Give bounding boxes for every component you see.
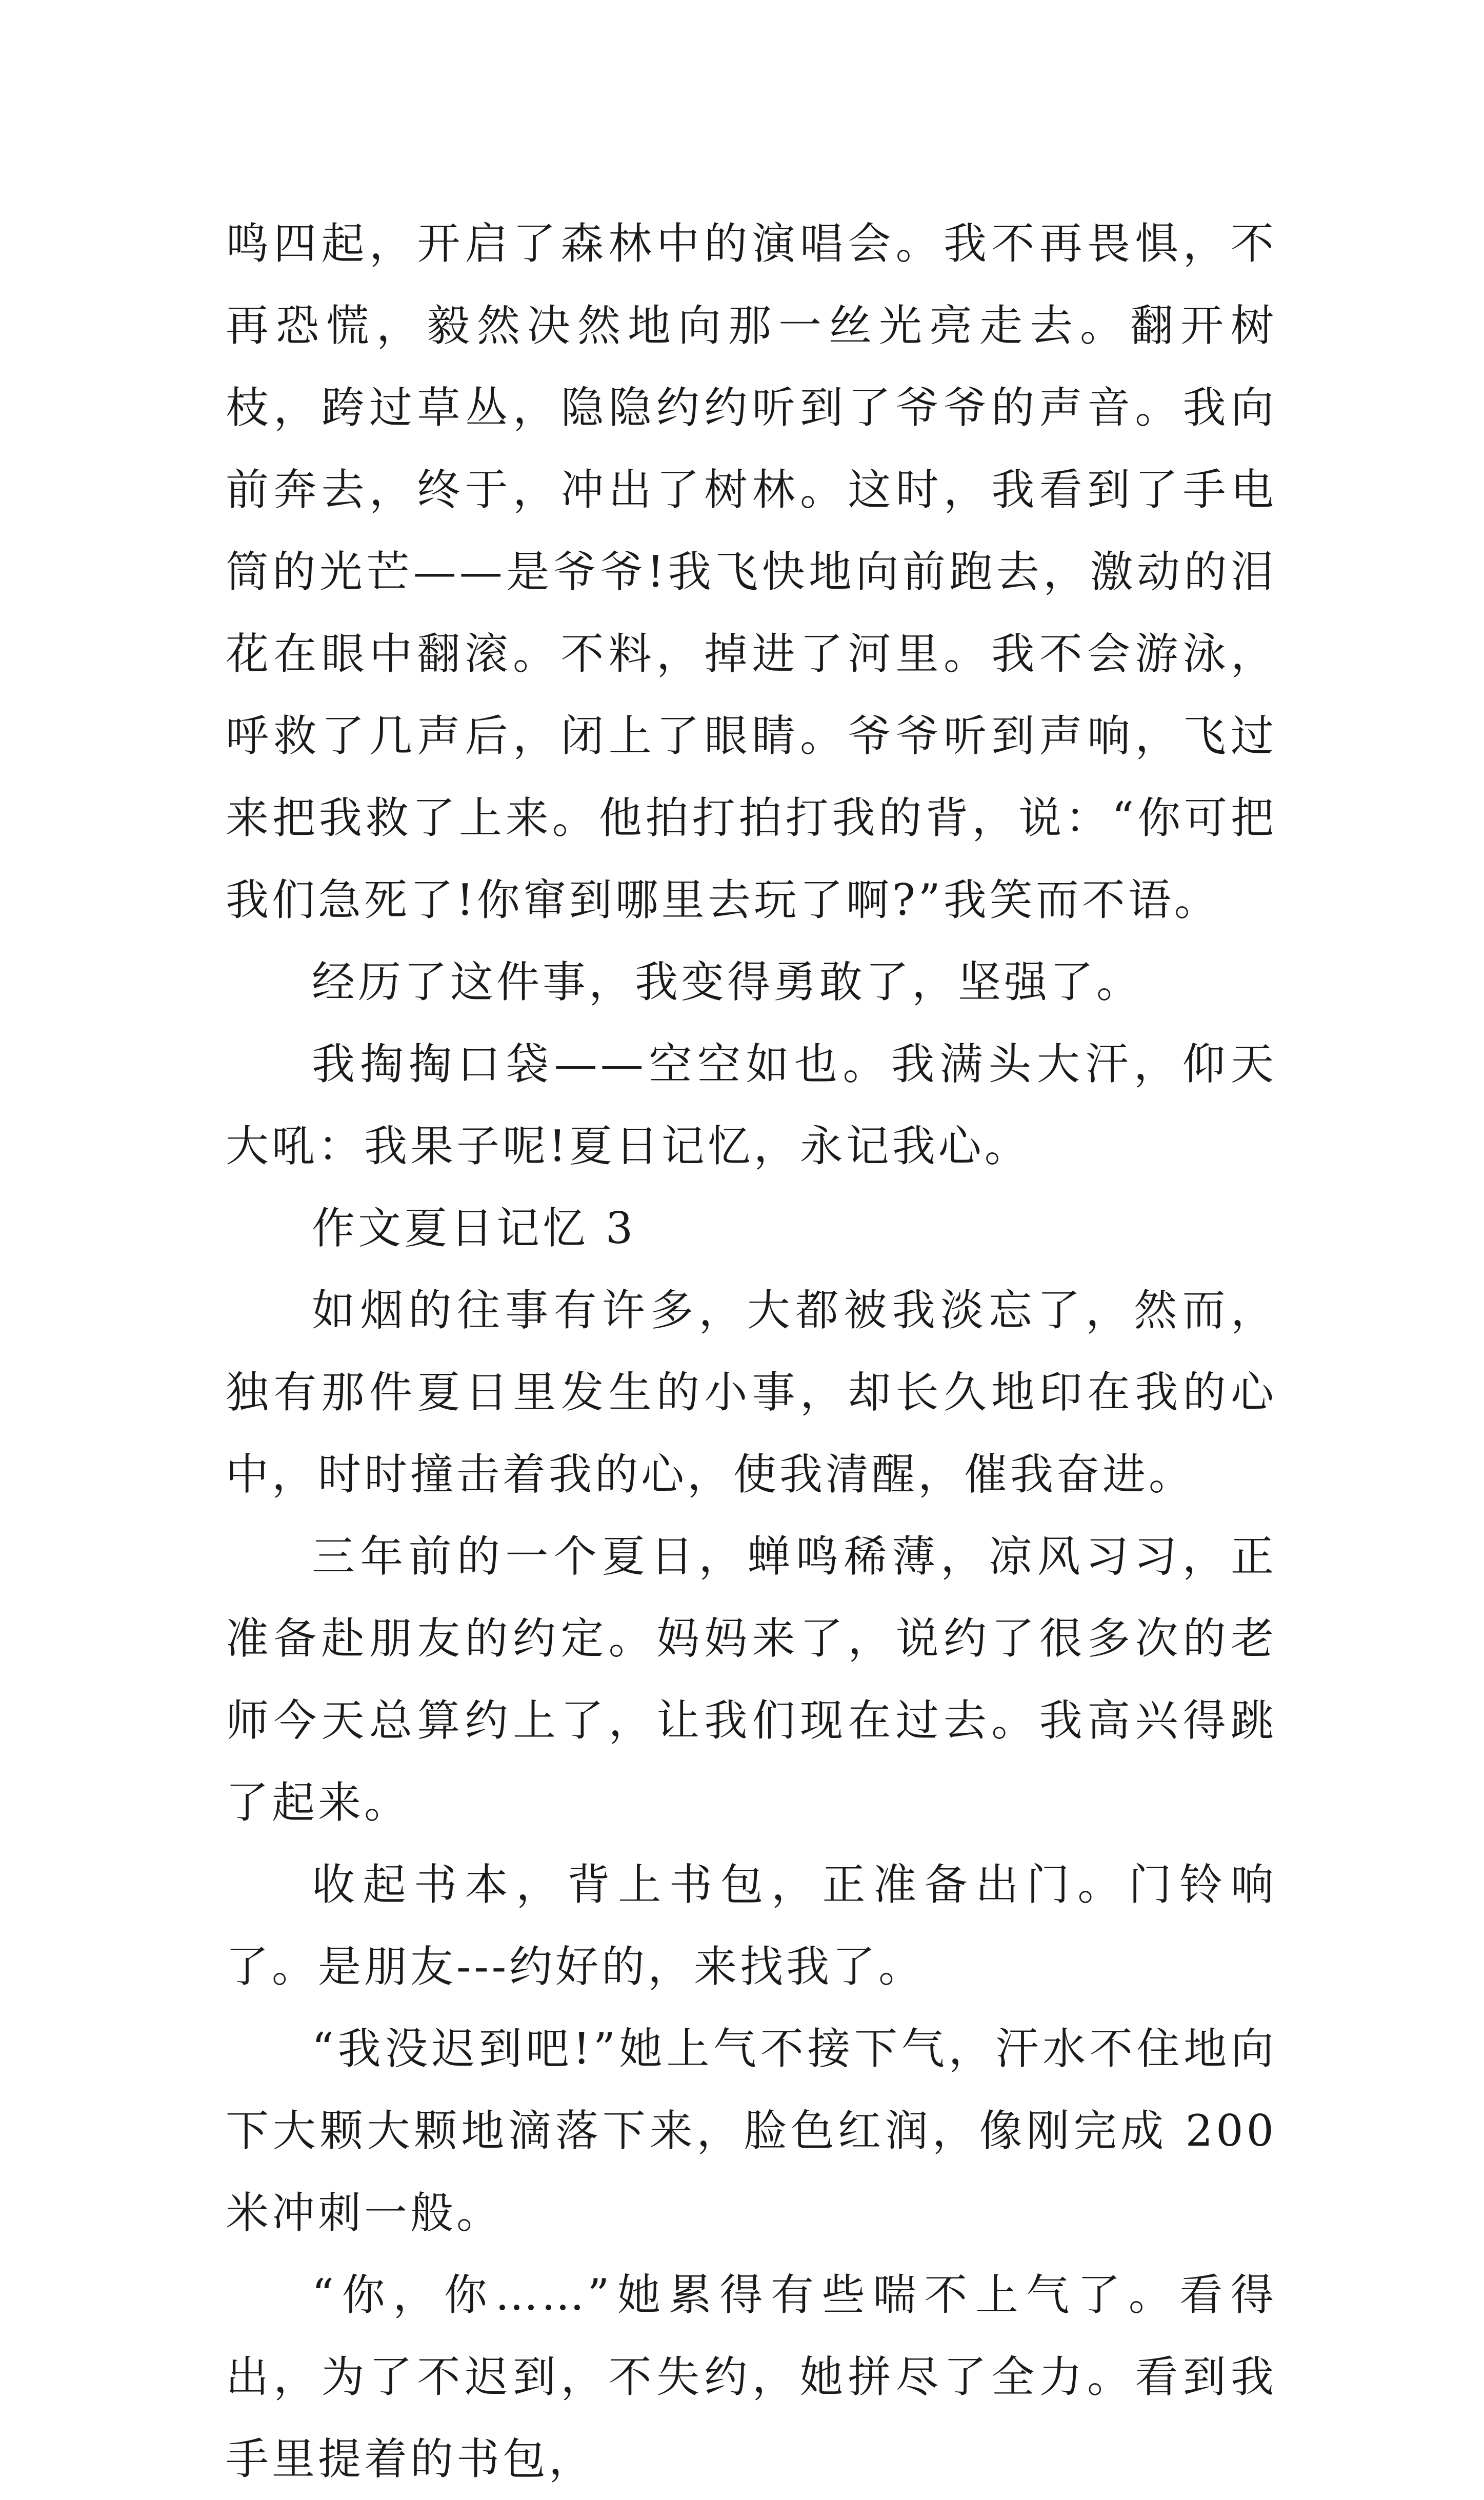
essay-body bbox=[226, 203, 1277, 2500]
section-heading: 作文夏日记忆 3 bbox=[312, 1203, 636, 1253]
paragraph: 经历了这件事，我变得勇敢了，坚强了。 bbox=[312, 957, 1143, 1007]
paragraph: 收起书本，背上书包，正准备出门。门铃响了。是朋友---约好的，来找我了。 bbox=[226, 1859, 1277, 1992]
paragraph: 我掏掏口袋——空空如也。我满头大汗，仰天大吼：我果子呢!夏日记忆，永记我心。 bbox=[226, 1039, 1277, 1171]
paragraph: 如烟的往事有许多，大都被我淡忘了，然而，独有那件夏日里发生的小事，却长久地印在我的心中，时时撞击着我的心，使我清醒，催我奋进。 bbox=[226, 1285, 1277, 1499]
paragraph-continued: 鸣四起，开启了森林中的演唱会。我不再畏惧，不再恐慌，毅然决然地向那一丝光亮走去。翻开树枝，跨过草丛，隐隐约约听到了爷爷的声音。我向前奔去，终于，冲出了树林。这时，我看到了手电筒的光芒——是爷爷!我飞快地向前跑去，激动的泪花在眼中翻滚。不料，掉进了河里。我不会游泳，呼救了几声后，闭上了眼睛。爷爷听到声响，飞过来把我救了上来。他拍打拍打我的背，说：“你可把我们急死了!你窜到哪里去玩了啊?”我笑而不语。 bbox=[226, 218, 1277, 925]
paragraph: “你，你……”她累得有些喘不上气了。看得出，为了不迟到，不失约，她拼尽了全力。看到我手里提着的书包， bbox=[226, 2270, 1277, 2484]
paragraph: “我没迟到吧!”她上气不接下气，汗水不住地向下大颗大颗地滴落下来，脸色红润，像刚完成 200 米冲刺一般。 bbox=[226, 2024, 1277, 2238]
paragraph: 三年前的一个夏日，蝉鸣稀薄，凉风习习，正准备赴朋友的约定。妈妈来了，说约了很多次的老师今天总算约上了，让我们现在过去。我高兴得跳了起来。 bbox=[226, 1531, 1277, 1828]
